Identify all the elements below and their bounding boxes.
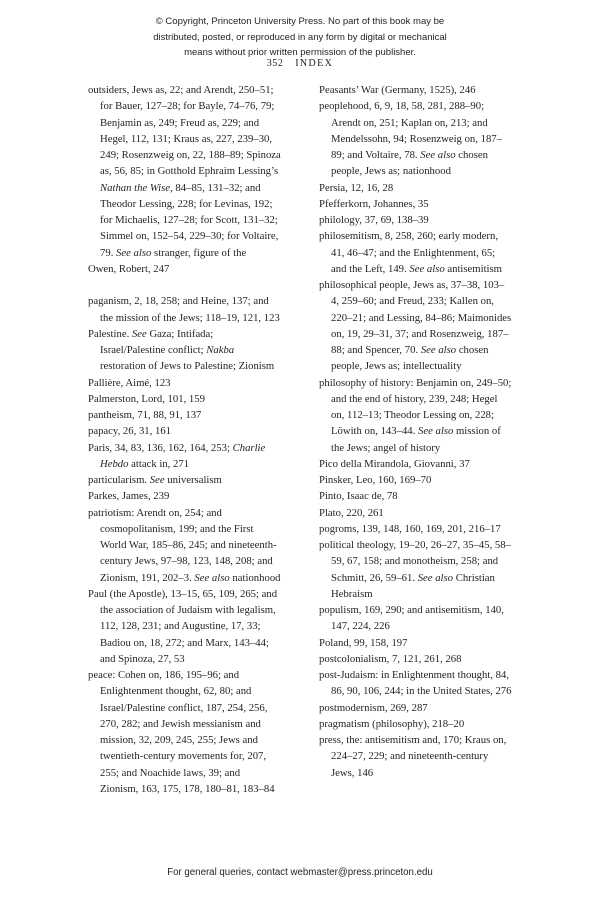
index-entry-text: pogroms, 139, 148, 160, 169, 201, 216–17 (319, 522, 501, 535)
index-entry-text: universalism (164, 474, 222, 486)
index-entry (88, 82, 281, 261)
index-entry-text: philosemitism, 8, 258, 260; early modern, 41, 46–47; and the Enlightenment, 65; and the Left, 149. (319, 230, 498, 275)
index-entry (319, 82, 512, 98)
index-entry-italic: See (149, 474, 165, 486)
footer-note: For general queries, contact webmaster@press.princeton.edu (167, 867, 433, 878)
running-head-title: INDEX (295, 58, 334, 69)
index-column-left (88, 82, 281, 797)
index-entry (319, 456, 512, 472)
index-entry-text: Palestine. (88, 327, 132, 340)
index-entry (319, 732, 512, 781)
index-entry (319, 716, 512, 732)
index-entry-text: outsiders, Jews as, 22; and Arendt, 250–51; for Bauer, 127–28; for Bayle, 74–76, 79; Benjamin as, 249; Freud as, 229; and Hegel, 112, 131; Kraus as, 227, 239–30, 249; Rosenzweig on, 22, 188–89; Spinoza as, 56, 85; in Gotthold Ephraim Lessing’s (88, 84, 281, 178)
index-entry-text: Palmerston, Lord, 101, 159 (88, 392, 205, 405)
index-entry (319, 667, 512, 700)
index-entry-text: postmodernism, 269, 287 (319, 701, 428, 714)
index-entry-text: Owen, Robert, 247 (88, 262, 170, 275)
index-entry-italic: Charlie Hebdo (100, 441, 266, 470)
index-entry-text: Pallière, Aimé, 123 (88, 376, 171, 389)
index-entry-text: populism, 169, 290; and antisemitism, 140, 147, 224, 226 (319, 604, 504, 633)
index-entry-text: Poland, 99, 158, 197 (319, 636, 408, 649)
index-entry-italic: Nakba (206, 344, 235, 356)
index-entry-text: political theology, 19–20, 26–27, 35–45, 58–59, 67, 158; and monotheism, 258; and Schmitt, 26, 59–61. (319, 539, 511, 584)
index-columns (88, 82, 512, 797)
index-entry-text: postcolonialism, 7, 121, 261, 268 (319, 652, 462, 665)
index-entry-text: Paul (the Apostle), 13–15, 65, 109, 265; and the association of Judaism with legalism, 112, 128, 231; and Augustine, 17, 33; Badiou on, 18, 272; and Marx, 143–44; and Spinoza, 27, 53 (88, 587, 278, 665)
index-entry (319, 700, 512, 716)
index-entry-italic: See also (420, 149, 456, 161)
index-entry-text: Paris, 34, 83, 136, 162, 164, 253; (88, 441, 233, 454)
index-entry-text: chosen people, Jews as; nationhood (331, 149, 488, 178)
index-entry (319, 472, 512, 488)
index-entry-text: Persia, 12, 16, 28 (319, 181, 394, 194)
index-entry (88, 407, 281, 423)
index-entry-text: nationhood (229, 571, 281, 584)
index-entry (319, 521, 512, 537)
index-entry-text: , 84–85, 131–32; and Theodor Lessing, 228; for Levinas, 192; for Michaelis, 127–28; for Scott, 131–32; Simmel on, 152–54, 229–30; for Voltaire, 79. (100, 181, 279, 259)
index-entry (88, 326, 281, 375)
index-entry-italic: See also (116, 246, 152, 259)
index-entry (88, 261, 281, 277)
index-entry (319, 277, 512, 375)
index-entry-text: post-Judaism: in Enlightenment thought, 84, 86, 90, 106, 244; in the United States, 276 (319, 669, 512, 698)
index-entry-text: press, the: antisemitism and, 170; Kraus on, 224–27, 229; and nineteenth-century Jews, 146 (319, 734, 507, 779)
index-entry (319, 505, 512, 521)
index-entry-text: philosophical people, Jews as, 37–38, 103–4, 259–60; and Freud, 233; Kallen on, 220–21; and Lessing, 84–86; Maimonides on, 19, 29–31, 37; and Rosenzweig, 187–88; and Spencer, 70. (319, 279, 512, 356)
index-entry-text: chosen people, Jews as; intellectuality (331, 344, 489, 373)
index-entry-italic: See also (417, 571, 454, 584)
index-entry-text: philology, 37, 69, 138–39 (319, 214, 429, 226)
index-entry (319, 196, 512, 212)
running-head (0, 58, 600, 69)
index-entry (88, 472, 281, 488)
index-entry-italic: See also (417, 425, 454, 438)
index-entry (88, 375, 281, 391)
index-entry (88, 391, 281, 407)
index-entry-text: Christian Hebraism (331, 571, 495, 600)
index-entry-text: mission of the Jews; angel of history (331, 425, 501, 454)
index-entry-text: papacy, 26, 31, 161 (88, 425, 172, 438)
index-entry-text: Parkes, James, 239 (88, 490, 170, 503)
index-entry-text: patriotism: Arendt on, 254; and cosmopolitanism, 199; and the First World War, 185–86, 245; and nineteenth-century Jews, 97–98, 123, 148, 208; and Zionism, 191, 202–3. (88, 506, 277, 584)
index-entry (319, 537, 512, 602)
index-entry-text: restoration of Jews to Palestine; Zionism (100, 360, 275, 373)
index-entry-italic: See (131, 327, 147, 340)
index-entry (319, 651, 512, 667)
index-entry-text: peace: Cohen on, 186, 195–96; and Enlightenment thought, 62, 80; and Israel/Palestine conflict, 187, 254, 256, 270, 282; and Jewish messianism and mission, 32, 209, 245, 255; Jews and twentieth-century movements for, 207, 255; and Noachide laws, 39; and Zionism, 163, 175, 178, 180–81, 183–84 (88, 669, 275, 795)
index-entry (319, 602, 512, 635)
index-entry-italic: See also (409, 262, 445, 275)
index-entry (319, 228, 512, 277)
index-entry-text: Pinto, Isaac de, 78 (319, 490, 398, 503)
index-entry-text: paganism, 2, 18, 258; and Heine, 137; and the mission of the Jews; 118–19, 121, 123 (88, 295, 280, 324)
index-entry (319, 180, 512, 196)
index-entry (88, 586, 281, 667)
index-entry-text: antisemitism (444, 262, 502, 275)
index-entry-text: Pfefferkorn, Johannes, 35 (319, 197, 429, 210)
index-entry-text: philosophy of history: Benjamin on, 249–50; and the end of history, 239, 248; Hegel on, 112–13; Theodor Lessing on, 228; Löwith on, 143–44. (319, 376, 512, 438)
index-entry-text: Gaza; Intifada; Israel/Palestine conflict; (100, 327, 214, 356)
index-entry-text: attack in, 271 (128, 457, 190, 470)
index-entry (319, 488, 512, 504)
index-entry-text: pragmatism (philosophy), 218–20 (319, 717, 465, 730)
copyright-line-3: means without prior written permission of the publisher. (184, 47, 416, 58)
index-column-right (319, 82, 512, 797)
index-entry (319, 375, 512, 456)
index-entry-text: peoplehood, 6, 9, 18, 58, 281, 288–90; Arendt on, 251; Kaplan on, 213; and Mendelssohn, 94; Rosenzweig on, 187–89; and Voltaire, 78. (319, 100, 502, 161)
index-entry-text: Plato, 220, 261 (319, 506, 384, 519)
index-entry-italic: Nathan the Wise (100, 181, 171, 194)
index-entry-text: Pinsker, Leo, 160, 169–70 (319, 474, 432, 486)
index-entry (88, 440, 281, 473)
index-entry-italic: See also (420, 344, 457, 356)
page-number: 352 (266, 58, 284, 69)
copyright-notice (0, 14, 600, 61)
copyright-line-1: © Copyright, Princeton University Press. No part of this book may be (155, 16, 445, 27)
index-entry (319, 212, 512, 228)
copyright-line-2: distributed, posted, or reproduced in any form by digital or mechanical (153, 31, 447, 43)
index-entry (319, 98, 512, 179)
index-entry (88, 293, 281, 326)
index-entry-text: Peasants’ War (Germany, 1525), 246 (319, 84, 476, 96)
index-entry (88, 667, 281, 797)
index-entry (88, 423, 281, 439)
index-entry (319, 635, 512, 651)
index-entry-text: pantheism, 71, 88, 91, 137 (88, 409, 202, 421)
index-entry (88, 488, 281, 504)
index-entry-text: particularism. (88, 474, 150, 486)
index-entry-italic: See also (194, 571, 230, 584)
index-entry-text: Pico della Mirandola, Giovanni, 37 (319, 457, 470, 470)
index-entry (88, 505, 281, 586)
index-entry-text: stranger, figure of the (151, 246, 247, 259)
